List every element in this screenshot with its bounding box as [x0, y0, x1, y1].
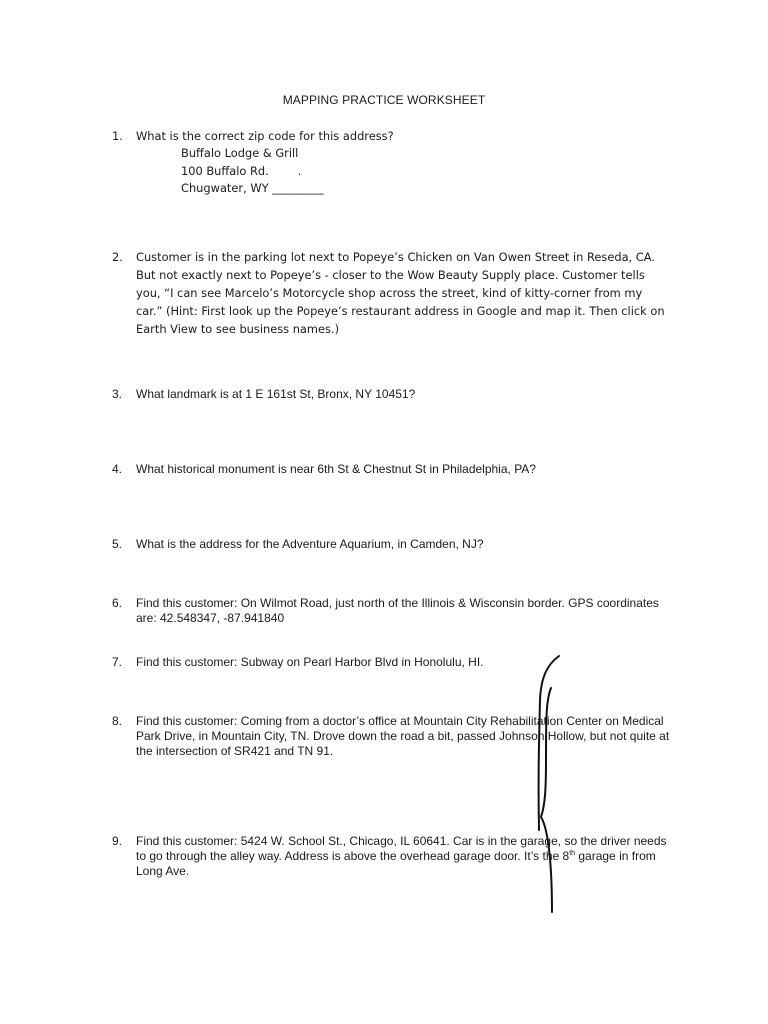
question-9 — [112, 834, 672, 879]
question-text: What is the correct zip code for this address? — [136, 129, 394, 143]
question-text: What historical monument is near 6th St & Chestnut St in Philadelphia, PA? — [136, 462, 536, 476]
question-1 — [112, 127, 672, 145]
question-text-part: Find this customer: 5424 W. School St., Chicago, IL 60641. Car is in the garage, so the driver needs to go through the alley way. Address is above the overhead garage door. It’s the 8 — [136, 834, 667, 863]
question-number: 8. — [112, 714, 123, 728]
address-line-3: Chugwater, WY _________ — [181, 181, 324, 195]
question-text: Find this customer: Subway on Pearl Harbor Blvd in Honolulu, HI. — [136, 655, 484, 669]
address-line-2: 100 Buffalo Rd. . — [181, 163, 302, 178]
question-5 — [112, 537, 672, 552]
question-6 — [112, 596, 672, 626]
question-4 — [112, 462, 672, 477]
question-number: 5. — [112, 537, 123, 551]
question-text: Find this customer: On Wilmot Road, just north of the Illinois & Wisconsin border. GPS coordinates are: 42.548347, -87.941840 — [136, 596, 659, 625]
question-text — [136, 834, 672, 879]
question-text: What landmark is at 1 E 161st St, Bronx, NY 10451? — [136, 387, 416, 401]
address-block — [181, 145, 323, 198]
address-line-1: Buffalo Lodge & Grill — [181, 146, 299, 160]
question-number: 6. — [112, 596, 123, 610]
question-text-part: garage in from Long Ave. — [136, 849, 656, 878]
question-8 — [112, 714, 672, 759]
question-text: Find this customer: Coming from a doctor’s office at Mountain City Rehabilitation Center on Medical Park Drive, in Mountain City, TN. Drove down the road a bit, passed Johnson Hollow, but not quite at the intersection of SR421 and TN 91. — [136, 714, 670, 758]
question-7 — [112, 655, 672, 670]
question-number: 7. — [112, 655, 123, 669]
question-2 — [112, 248, 672, 338]
question-number: 4. — [112, 462, 123, 476]
question-number: 3. — [112, 387, 123, 401]
question-3 — [112, 387, 672, 402]
question-number: 1. — [112, 129, 123, 143]
question-text: Customer is in the parking lot next to Popeye’s Chicken on Van Owen Street in Reseda, CA. But not exactly next to Popeye’s - closer to the Wow Beauty Supply place. Customer tells you, “I can see Marcelo’s Motorcycle shop across the street, kind of kitty-corner from my car.” (Hint: First look up the Popeye’s restaurant address in Google and map it. Then click on Earth View to see business names.) — [136, 250, 665, 336]
question-number: 2. — [112, 250, 123, 264]
question-number: 9. — [112, 834, 123, 848]
page-title: MAPPING PRACTICE WORKSHEET — [282, 93, 486, 107]
question-text: What is the address for the Adventure Aquarium, in Camden, NJ? — [136, 537, 484, 551]
ordinal-suffix: th — [569, 850, 576, 857]
